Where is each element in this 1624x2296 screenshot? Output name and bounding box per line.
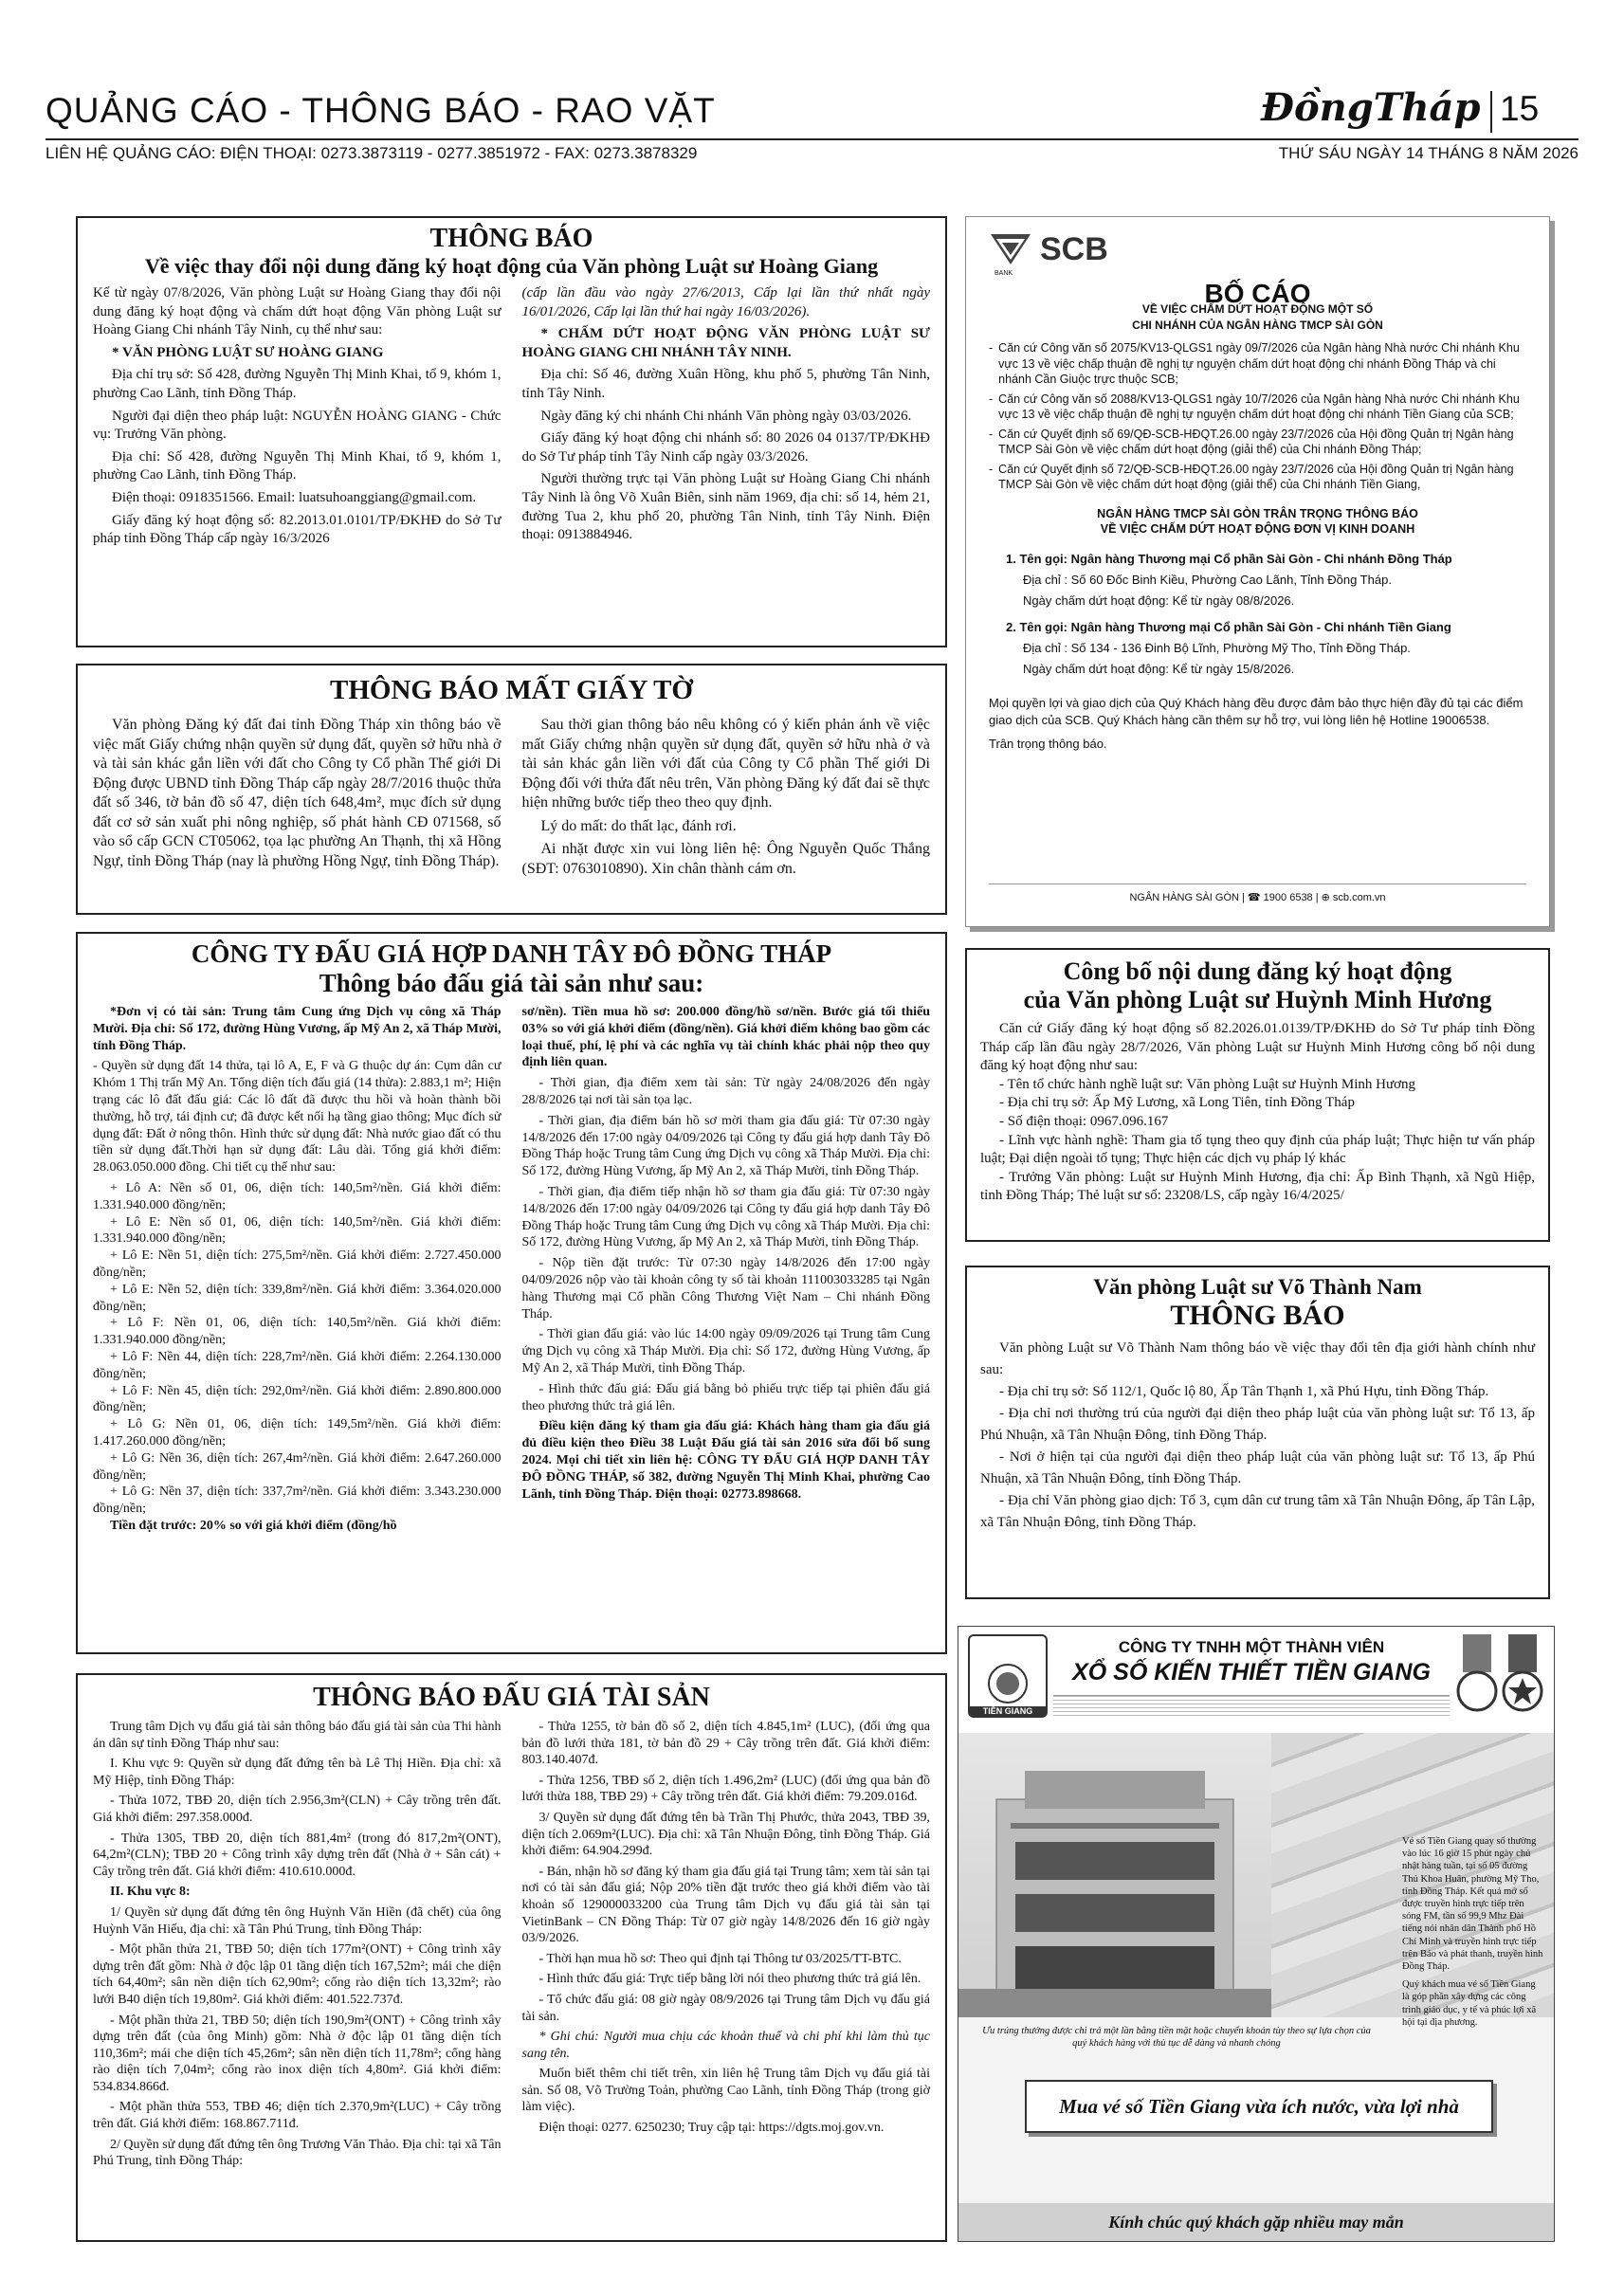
paragraph: - Hình thức đấu giá: Trực tiếp bằng lời nói theo phương thức trả giá lên. [538, 1972, 921, 1987]
paragraph: - Tên tổ chức hành nghề luật sư: Văn phòng Luật sư Huỳnh Minh Hương [999, 1076, 1416, 1092]
lottery-building-photo [958, 1733, 1271, 2017]
scb-logo-icon [989, 230, 1032, 268]
basis-item: - Căn cứ Công văn số 2075/KV13-QLGS1 ngày 09/7/2026 của Ngân hàng Nhà nước Chi nhánh Khu vực 13 về việc chấp thuận đề nghị tự nguyện chấm dứt hoạt động chi nhánh Đồng Tháp và chi nhánh Cần Giuộc trực thuộc SCB; [989, 341, 1520, 386]
paragraph: Giấy đăng ký hoạt động chi nhánh số: 80 2026 04 0137/TP/ĐKHĐ do Sở Tư pháp tỉnh Tây Ninh cấp ngày 03/3/2026. [521, 430, 930, 465]
lot-item: + Lô G: Nền 01, 06, diện tích: 149,5m²/nền. Giá khởi điểm: 1.417.260.000 đồng/nền; [93, 1417, 502, 1449]
lottery-emblem-icon [984, 1663, 1031, 1706]
paragraph: * VĂN PHÒNG LUẬT SƯ HOÀNG GIANG [112, 344, 384, 360]
paragraph: - Nộp tiền đặt trước: Từ 07:30 ngày 14/8/2026 đến 17:00 ngày 04/09/2026 nộp vào tài khoản công ty số tài khoản 111003033285 tại Ngân hàng Thương mại Cổ phần Công Thương Việt Nam – Chi nhánh Đồng Tháp. [521, 1256, 930, 1321]
lottery-name: XỔ SỐ KIẾN THIẾT TIỀN GIANG [1072, 1659, 1431, 1686]
branch-2-date: Ngày chấm dứt hoạt động: Kể từ ngày 15/8/2026. [1023, 661, 1295, 676]
paragraph: * CHẤM DỨT HOẠT ĐỘNG VĂN PHÒNG LUẬT SƯ HOÀNG GIANG CHI NHÁNH TÂY NINH. [521, 326, 930, 360]
notice-lost-documents [76, 664, 947, 915]
notice-subtitle: của Văn phòng Luật sư Huỳnh Minh Hương [1023, 986, 1492, 1013]
notice-huynh-minh-huong [965, 948, 1550, 1242]
scb-announcement [965, 216, 1550, 927]
paragraph: - Thời gian, địa điểm tiếp nhận hồ sơ tham gia đấu giá: Từ 07:30 ngày 14/8/2026 đến 17:00 ngày 04/09/2026 tại Công ty đấu giá hợp danh Tây Đô Đồng Tháp hoặc Trung tâm Cung ứng Dịch vụ công xã Tháp Mười. Địa chỉ: Số 172, đường Hùng Vương, ấp Mỹ An 2, xã Tháp Mười, tỉnh Đồng Tháp. [521, 1184, 930, 1250]
paragraph: Muốn biết thêm chi tiết trên, xin liên hệ Trung tâm Dịch vụ đấu giá tài sản. Số 08, Võ Trường Toản, phường Cao Lãnh, tỉnh Đồng Tháp (trong giờ làm việc). [521, 2067, 930, 2115]
scb-logo-small: BANK [994, 270, 1013, 277]
lot-item: + Lô G: Nền 37, diện tích: 337,7m²/nền. Giá khởi điểm: 3.343.230.000 đồng/nền; [93, 1485, 502, 1517]
paragraph: Lý do mất: do thất lạc, đánh rơi. [540, 817, 737, 834]
notice-asset-auction [76, 1673, 947, 2242]
notice-title: THÔNG BÁO [429, 224, 593, 253]
paragraph: - Thửa 1256, TBĐ số 2, diện tích 1.496,2m² (LUC) (đối ứng qua bản đồ lưới thửa 188, TBĐ 29) + Cây trồng trên đất. Giá khởi điểm: 79.209.016đ. [521, 1773, 930, 1805]
scb-logo-text: SCB [1040, 230, 1108, 267]
paragraph: - Lĩnh vực hành nghề: Tham gia tố tụng theo quy định của pháp luật; Thực hiện tư vấn pháp luật; Đại diện ngoài tố tụng; Thực hiện các dịch vụ pháp lý khác [980, 1132, 1535, 1167]
paragraph: Điện thoại: 0277. 6250230; Truy cập tại: https://dgts.moj.gov.vn. [538, 2121, 885, 2136]
scb-notice-2: VỀ VIỆC CHẤM DỨT HOẠT ĐỘNG ĐƠN VỊ KINH DOANH [1100, 522, 1415, 536]
lottery-slogan: Mua vé số Tiền Giang vừa ích nước, vừa lợi nhà [1059, 2094, 1459, 2118]
scb-subtitle-2: CHI NHÁNH CỦA NGÂN HÀNG TMCP SÀI GÒN [1132, 318, 1383, 332]
lottery-ad [958, 1626, 1555, 2242]
scb-branches [989, 549, 1526, 680]
lottery-logo-text: TIỀN GIANG [970, 1706, 1046, 1716]
paragraph: - Thời gian đấu giá: vào lúc 14:00 ngày 09/09/2026 tại Trung tâm Cung ứng Dịch vụ công xã Tháp Mười. Địa chỉ: Số 172, đường Hùng Vương, ấp Mỹ An 2, xã Tháp Mười, tỉnh Đồng Tháp. [521, 1327, 930, 1376]
lot-item: + Lô E: Nền 51, diện tích: 275,5m²/nền. Giá khởi điểm: 2.727.450.000 đồng/nền; [93, 1248, 502, 1280]
paragraph: - Thửa 1305, TBĐ 20, diện tích 881,4m² (trong đó 817,2m²(ONT), 64,2m²(CLN); TBĐ 20 + Công trình xây dựng trên đất (Nhà ở + Sân cát) + Cây trồng trên đất. Giá khởi điểm: 410.610.000đ. [93, 1831, 502, 1879]
scb-footer: NGÂN HÀNG SÀI GÒN | ☎ 1900 6538 | ⊕ scb.com.vn [1129, 891, 1386, 903]
paragraph: Sau thời gian thông báo nêu không có ý kiến phản ánh về việc mất Giấy chứng nhận quyền sử dụng đất, quyền sở hữu nhà ở và tài sản khác gắn liền với đất của Công ty Cổ phần Thế giới Di Động đối với thửa đất nêu trên, Văn phòng Đăng ký đất đai sẽ thực hiện những bước tiếp theo theo quy định. [521, 717, 930, 811]
paragraph: - Bán, nhận hồ sơ đăng ký tham gia đấu giá tại Trung tâm; xem tài sản tại nơi có tài sản đấu giá; Nộp 20% tiền đặt trước theo giá khởi điểm vào tài khoản số 129000033200 của Trung tâm Dịch vụ đấu giá tài sản tại VietinBank – CN Đồng Tháp: Từ 07 giờ ngày 14/8/2026 đến 16 giờ ngày 03/9/2026. [521, 1864, 930, 1946]
paragraph: Điều kiện đăng ký tham gia đấu giá: Khách hàng tham gia đấu giá đủ điều kiện theo Điều 38 Luật Đấu giá tài sản 2016 sửa đổi bổ sung 2024. Mọi chi tiết xin liên hệ: CÔNG TY ĐẤU GIÁ HỢP DANH TÂY ĐÔ ĐỒNG THÁP, số 382, đường Nguyễn Thị Minh Khai, phường Cao Lãnh, tỉnh Đồng Tháp. Điện thoại: 02773.898668. [521, 1419, 930, 1502]
lottery-header [958, 1627, 1554, 1734]
scb-bases [989, 340, 1526, 493]
paragraph: - Một phần thửa 21, TBĐ 50; diện tích 190,9m²(ONT) + Công trình xây dựng trên đất (của ông Minh) gồm: Nhà ở độc lập 01 tầng diện tích 110,36m²; mái che diện tích 45,26m²; sân nền diện tích 11,78m²; cổng hàng rào diện tích 7,04m²; cổng rào inox diện tích 4,80m². Giá khởi điểm: 534.834.866đ. [93, 2013, 502, 2094]
paragraph: Điện thoại: 0918351566. Email: luatsuhoanggiang@gmail.com. [112, 489, 477, 505]
lottery-wish: Kính chúc quý khách gặp nhiều may mắn [1108, 2212, 1404, 2232]
paragraph: - Tổ chức đấu giá: 08 giờ ngày 08/9/2026 tại Trung tâm Dịch vụ đấu giá tài sản. [521, 1992, 930, 2024]
notice-auction-tay-do [76, 932, 947, 1654]
paragraph: - Hình thức đấu giá: Đấu giá bằng bỏ phiếu trực tiếp tại phiên đấu giá theo phương thức trả giá lên. [521, 1381, 930, 1413]
paragraph: sơ/nền). Tiền mua hồ sơ: 200.000 đồng/hồ sơ/nền. Bước giá tối thiểu 03% so với giá khởi điểm (đồng/nền). Giá khởi điểm không bao gồm các loại thuế, phí, lệ phí và các nghĩa vụ tài chính khác phải nộp theo quy định liên quan. [521, 1005, 930, 1070]
lot-item: + Lô E: Nền số 01, 06, diện tích: 140,5m²/nền. Giá khởi điểm: 1.331.940.000 đồng/nền; [93, 1214, 502, 1247]
paragraph: - Địa chỉ trụ sở: Số 112/1, Quốc lộ 80, Ấp Tân Thạnh 1, xã Phú Hựu, tỉnh Đồng Tháp. [999, 1384, 1489, 1399]
lottery-info-text: Vé số Tiền Giang quay số thường vào lúc 16 giờ 15 phút ngày chủ nhật hàng tuần, tại số 05 đường Thủ Khoa Huân, phường Mỹ Tho, tỉnh Đồng Tháp. Kết quả mở số được truyền hình trực tiếp trên sóng FM, tần số 99,9 Mhz Đài tiếng nói nhân dân Thành phố Hồ Chí Minh và truyền hình trực tiếp trên Báo và phát thanh, truyền hình Đồng Tháp. [1402, 1836, 1543, 1973]
building-icon [958, 1733, 1271, 2017]
medal-icon [1455, 1632, 1546, 1727]
lottery-info [1402, 1835, 1544, 2029]
branch-1-date: Ngày chấm dứt hoạt động: Kể từ ngày 08/8/2026. [1023, 592, 1295, 608]
lot-item: + Lô F: Nền 44, diện tích: 228,7m²/nền. Giá khởi điểm: 2.264.130.000 đồng/nền; [93, 1349, 502, 1381]
paragraph: II. Khu vực 8: [110, 1885, 191, 1900]
paragraph: *Đơn vị có tài sản: Trung tâm Cung ứng Dịch vụ công xã Tháp Mười. Địa chỉ: Số 172, đường Hùng Vương, ấp Mỹ An 2, xã Tháp Mười, tỉnh Đồng Tháp. [93, 1005, 502, 1053]
basis-item: - Căn cứ Quyết định số 72/QĐ-SCB-HĐQT.26.00 ngày 23/7/2026 của Hội đồng Quản trị Ngân hàng TMCP Sài Gòn về việc chấm dứt hoạt động (giải thể) của Chi nhánh Tiền Giang, [989, 462, 1514, 491]
scb-logo [989, 230, 1526, 268]
branch-2-address: Địa chỉ : Số 134 - 136 Đinh Bộ Lĩnh, Phường Mỹ Tho, Tỉnh Đồng Tháp. [1023, 640, 1411, 655]
lottery-info-text-2: Quý khách mua vé số Tiền Giang là góp phần xây dựng các công trình giáo dục, y tế và phúc lợi xã hội tại địa phương. [1402, 1979, 1537, 2028]
lot-item: + Lô G: Nền 36, diện tích: 267,4m²/nền. Giá khởi điểm: 2.647.260.000 đồng/nền; [93, 1450, 502, 1483]
paragraph: - Quyền sử dụng đất 14 thửa, tại lô A, E, F và G thuộc dự án: Cụm dân cư Khóm 1 Thị trấn Mỹ An. Tổng diện tích đấu giá (14 thửa): 2.883,1 m²; Hiện trạng các lô đất đấu giá: Các lô đất đã được thu hồi và hoàn thành bồi thường, hỗ trợ, tái định cư; đã được kết nối hạ tầng giao thông; Mục đích sử dụng đất: Đất ở nông thôn. Hình thức sử dụng đất: Nhà nước giao đất có thu tiền sử dụng đất.Thời hạn sử dụng đất: Lâu dài. Tổng giá khởi điểm: 28.063.050.000 đồng. Chi tiết cụ thể như sau: [93, 1059, 502, 1175]
lot-item: + Lô E: Nền 52, diện tích: 339,8m²/nền. Giá khởi điểm: 3.364.020.000 đồng/nền; [93, 1282, 502, 1314]
paragraph: - Thời gian, địa điểm xem tài sản: Từ ngày 24/08/2026 đến ngày 28/8/2026 tại nơi tài sản tọa lạc. [521, 1076, 930, 1107]
scb-notice-1: NGÂN HÀNG TMCP SÀI GÒN TRÂN TRỌNG THÔNG BÁO [1097, 506, 1418, 520]
notice-hoang-giang [76, 216, 947, 647]
paragraph: - Thời gian, địa điểm bán hồ sơ mời tham gia đấu giá: Từ 07:30 ngày 14/8/2026 đến 17:00 ngày 04/09/2026 tại Công ty đấu giá hợp danh Tây Đô Đồng Tháp hoặc Trung tâm Cung ứng Dịch vụ công xã Tháp Mười. Địa chỉ: Số 172, đường Hùng Vương, ấp Mỹ An 2, xã Tháp Mười, tỉnh Đồng Tháp. [521, 1113, 930, 1179]
paragraph: Ngày đăng ký chi nhánh Chi nhánh Văn phòng ngày 03/03/2026. [540, 408, 912, 424]
notice-vo-thanh-nam [965, 1266, 1550, 1599]
lottery-slogan-banner [1025, 2080, 1493, 2133]
paragraph: - Số điện thoại: 0967.096.167 [999, 1113, 1169, 1129]
paragraph: - Thời hạn mua hồ sơ: Theo qui định tại Thông tư 03/2025/TT-BTC. [538, 1951, 902, 1966]
paragraph: Căn cứ Giấy đăng ký hoạt động số 82.2026.01.0139/TP/ĐKHĐ do Sở Tư pháp tỉnh Đồng Tháp cấp lần đầu ngày 28/7/2026, Văn phòng Luật sư Huỳnh Minh Hương công bố nội dung đăng ký hoạt động như sau: [980, 1021, 1535, 1074]
notice-title: THÔNG BÁO ĐẤU GIÁ TÀI SẢN [313, 1683, 710, 1712]
paragraph: - Một phần thửa 21, TBĐ 50; diện tích 177m²(ONT) + Công trình xây dựng trên đất gồm: Nhà ở độc lập 01 tầng diện tích 167,52m²; mái che diện tích 64,40m²; sân nền diện tích 62,90m²; cổng rào diện tích 13,32m²; rào lưới B40 diện tích 19,80m². Giá khởi điểm: 401.522.737đ. [93, 1942, 502, 2007]
basis-item: - Căn cứ Công văn số 2088/KV13-QLGS1 ngày 10/7/2026 của Ngân hàng Nhà nước Chi nhánh Khu vực 13 về việc chấp thuận đề nghị tự nguyện chấm dứt hoạt động chi nhánh Tiền Giang của SCB; [989, 392, 1520, 421]
paragraph: - Thửa 1255, tờ bản đồ số 2, diện tích 4.845,1m² (LUC), (đối ứng qua bản đồ lưới thửa 181, tờ bản đồ 29 + Cây trồng trên đất. Giá khởi điểm: 803.140.407đ. [521, 1720, 930, 1768]
branch-2-name: 2. Tên gọi: Ngân hàng Thương mại Cổ phần Sài Gòn - Chi nhánh Tiền Giang [1006, 619, 1451, 634]
paragraph: Tiền đặt trước: 20% so với giá khởi điểm (đồng/hồ [110, 1518, 397, 1533]
paragraph: Địa chỉ: Số 428, đường Nguyễn Thị Minh Khai, tổ 9, khóm 1, phường Cao Lãnh, tỉnh Đồng Tháp. [93, 448, 502, 483]
branch-1-name: 1. Tên gọi: Ngân hàng Thương mại Cổ phần Sài Gòn - Chi nhánh Đồng Tháp [1006, 551, 1452, 566]
branch-1-address: Địa chỉ : Số 60 Đốc Binh Kiều, Phường Cao Lãnh, Tỉnh Đồng Tháp. [1023, 572, 1392, 587]
basis-item: - Căn cứ Quyết định số 69/QĐ-SCB-HĐQT.26.00 ngày 23/7/2026 của Hội đồng Quản trị Ngân hàng TMCP Sài Gòn về việc chấm dứt hoạt động (giải thể) của Chi nhánh Đồng Tháp; [989, 427, 1514, 456]
notice-title: Công bố nội dung đăng ký hoạt động [1063, 957, 1452, 985]
lottery-wish-bar [958, 2203, 1554, 2241]
paragraph: - Thửa 1072, TBĐ 20, diện tích 2.956,3m²(CLN) + Cây trồng trên đất. Giá khởi điểm: 297.358.000đ. [93, 1794, 502, 1825]
paragraph: 1/ Quyền sử dụng đất đứng tên ông Huỳnh Văn Hiền (đã chết) của ông Huỳnh Văn Hiếu, địa chỉ: xã Tân Phú Trung, tỉnh Đồng Tháp: [93, 1904, 502, 1937]
lottery-logo [968, 1634, 1048, 1718]
lot-item: + Lô A: Nền số 01, 06, diện tích: 140,5m²/nền. Giá khởi điểm: 1.331.940.000 đồng/nền; [93, 1180, 502, 1212]
notice-title: CÔNG TY ĐẤU GIÁ HỢP DANH TÂY ĐÔ ĐỒNG THÁP [191, 939, 832, 968]
paragraph: Ai nhặt được xin vui lòng liên hệ: Ông Nguyễn Quốc Thắng (SĐT: 0763010890). Xin chân thành cám ơn. [521, 841, 930, 877]
scb-title: BỐ CÁO [1204, 278, 1311, 308]
paragraph: 2/ Quyền sử dụng đất đứng tên ông Trương Văn Thảo. Địa chỉ: tại xã Tân Phú Trung, tỉnh Đồng Tháp: [93, 2137, 502, 2169]
section-title: QUẢNG CÁO - THÔNG BÁO - RAO VẶT [46, 91, 716, 130]
paragraph: I. Khu vực 9: Quyền sử dụng đất đứng tên bà Lê Thị Hiền. Địa chỉ: xã Mỹ Hiệp, tỉnh Đồng Tháp: [93, 1757, 502, 1788]
lottery-caption: Ưu trúng thưởng được chi trả một lần bằng tiền mặt hoặc chuyển khoản tùy theo sự lựa chọn của quý khách hàng với thủ tục dễ dàng và nhanh chóng [982, 2026, 1371, 2049]
paragraph: - Địa chỉ trụ sở: Ấp Mỹ Lương, xã Long Tiên, tỉnh Đồng Tháp [999, 1095, 1355, 1111]
newspaper-logo: ĐồngTháp [1261, 85, 1481, 130]
paragraph: Giấy đăng ký hoạt động số: 82.2013.01.0101/TP/ĐKHĐ do Sở Tư pháp tỉnh Đồng Tháp cấp ngày 16/3/2026 [93, 512, 502, 547]
page-number: 15 [1500, 89, 1540, 128]
paragraph: - Trưởng Văn phòng: Luật sư Huỳnh Minh Hương, địa chỉ: Ấp Bình Thạnh, xã Ngũ Hiệp, tỉnh Đồng Tháp; Thẻ luật sư số: 23208/LS, cấp ngày 16/4/2025/ [980, 1169, 1535, 1204]
paragraph: 3/ Quyền sử dụng đất đứng tên bà Trần Thị Phước, thửa 2043, TBĐ 39, diện tích 2.069m²(LUC). Địa chỉ: xã Tân Nhuận Đông, tỉnh Đồng Tháp. Giá khởi điểm: 64.904.299đ. [521, 1810, 930, 1859]
scb-regards: Trân trọng thông báo. [989, 736, 1107, 751]
paragraph: Người thường trực tại Văn phòng Luật sư Hoàng Giang Chi nhánh Tây Ninh là ông Võ Xuân Biên, sinh năm 1969, địa chỉ: số 14, hẻm 21, đường Tua 2, khu phố 20, phường Tân Ninh, tỉnh Tây Ninh. Điện thoại: 0913884946. [521, 471, 930, 543]
issue-date: THỨ SÁU NGÀY 14 THÁNG 8 NĂM 2026 [1278, 144, 1578, 162]
notice-subtitle: Thông báo đấu giá tài sản như sau: [319, 969, 704, 997]
paragraph: * Ghi chú: Người mua chịu các khoản thuế và chi phí khi làm thủ tục sang tên. [521, 2030, 930, 2061]
paragraph: Kể từ ngày 07/8/2026, Văn phòng Luật sư Hoàng Giang thay đổi nội dung đăng ký hoạt động và chấm dứt hoạt động Văn phòng Luật sư Hoàng Giang Chi nhánh Tây Ninh, cụ thể như sau: [93, 285, 502, 338]
paragraph: Địa chỉ trụ sở: Số 428, đường Nguyễn Thị Minh Khai, tổ 9, khóm 1, phường Cao Lãnh, tỉnh Đồng Tháp. [93, 367, 502, 401]
paragraph: (cấp lần đầu vào ngày 27/6/2013, Cấp lại lần thứ nhất ngày 16/01/2026, Cấp lại lần thứ hai ngày 16/03/2026). [521, 285, 930, 319]
lot-item: + Lô F: Nền 45, diện tích: 292,0m²/nền. Giá khởi điểm: 2.890.800.000 đồng/nền; [93, 1383, 502, 1415]
paragraph: Người đại diện theo pháp luật: NGUYỄN HOÀNG GIANG - Chức vụ: Trưởng Văn phòng. [93, 408, 502, 443]
notice-title: THÔNG BÁO MẤT GIẤY TỜ [330, 675, 693, 705]
paragraph: Trung tâm Dịch vụ đấu giá tài sản thông báo đấu giá tài sản của Thi hành án dân sự tỉnh Đồng Tháp như sau: [93, 1720, 502, 1751]
header-divider-vertical [1490, 91, 1492, 133]
contact-line: LIÊN HỆ QUẢNG CÁO: ĐIỆN THOẠI: 0273.3873119 - 0277.3851972 - FAX: 0273.3878329 [46, 144, 698, 162]
lottery-info-rule [1053, 1695, 1450, 1719]
header-rule [46, 138, 1578, 140]
paragraph: - Nơi ở hiện tại của người đại diện theo pháp luật của văn phòng luật sư: Tổ 13, ấp Phú Nhuận, xã Tân Nhuận Đông, tỉnh Đồng Tháp. [980, 1449, 1535, 1486]
paragraph: Văn phòng Đăng ký đất đai tỉnh Đồng Tháp xin thông báo về việc mất Giấy chứng nhận quyền sử dụng đất, quyền sở hữu nhà ở và tài sản khác gắn liền với đất cho Công ty Cổ phần Thế giới Di Động được UBND tỉnh Đồng Tháp cấp ngày 28/7/2016 thuộc thửa đất số 346, tờ bản đồ số 47, diện tích 648,4m², mục đích sử dụng đất cơ sở sản xuất phi nông nghiệp, số phát hành CĐ 071568, số vào sổ cấp GCN CT05062, tọa lạc phường An Thạnh, thị xã Hồng Ngự, tỉnh Đồng Tháp (nay là phường Hồng Ngự, tỉnh Đồng Tháp). [93, 717, 502, 869]
paragraph: Địa chỉ: Số 46, đường Xuân Hồng, khu phố 5, phường Tân Ninh, tỉnh Tây Ninh. [521, 367, 930, 401]
paragraph: Văn phòng Luật sư Võ Thành Nam thông báo về việc thay đổi tên địa giới hành chính như sau: [980, 1340, 1535, 1377]
scb-closing: Mọi quyền lợi và giao dịch của Quý Khách hàng đều được đảm bảo thực hiện đầy đủ tại các điểm giao dịch của SCB. Quý Khách hàng cần thêm sự hỗ trợ, vui lòng liên hệ Hotline 19006538. [989, 695, 1524, 727]
notice-subtitle: THÔNG BÁO [1170, 1300, 1345, 1331]
lot-item: + Lô F: Nền 01, 06, diện tích: 140,5m²/nền. Giá khởi điểm: 1.331.940.000 đồng/nền; [93, 1316, 502, 1348]
paragraph: - Một phần thửa 553, TBĐ 46; diện tích 2.370,9m²(LUC) + Cây trồng trên đất. Giá khởi điểm: 168.867.711đ. [93, 2100, 502, 2132]
paragraph: - Địa chỉ Văn phòng giao dịch: Tổ 3, cụm dân cư trung tâm xã Tân Nhuận Đông, ấp Tân Lập, xã Tân Nhuận Đông, tỉnh Đồng Tháp. [980, 1493, 1535, 1530]
notice-title: Văn phòng Luật sư Võ Thành Nam [1093, 1275, 1422, 1299]
lottery-company: CÔNG TY TNHH MỘT THÀNH VIÊN [1118, 1638, 1385, 1656]
paragraph: - Địa chỉ nơi thường trú của người đại diện theo pháp luật của văn phòng luật sư: Tổ 13, ấp Phú Nhuận, xã Tân Nhuận Đông, tỉnh Đồng Tháp. [980, 1406, 1535, 1443]
notice-subtitle: Về việc thay đổi nội dung đăng ký hoạt động của Văn phòng Luật sư Hoàng Giang [144, 254, 879, 278]
scb-subtitle-1: VỀ VIỆC CHẤM DỨT HOẠT ĐỘNG MỘT SỐ [1141, 302, 1374, 316]
